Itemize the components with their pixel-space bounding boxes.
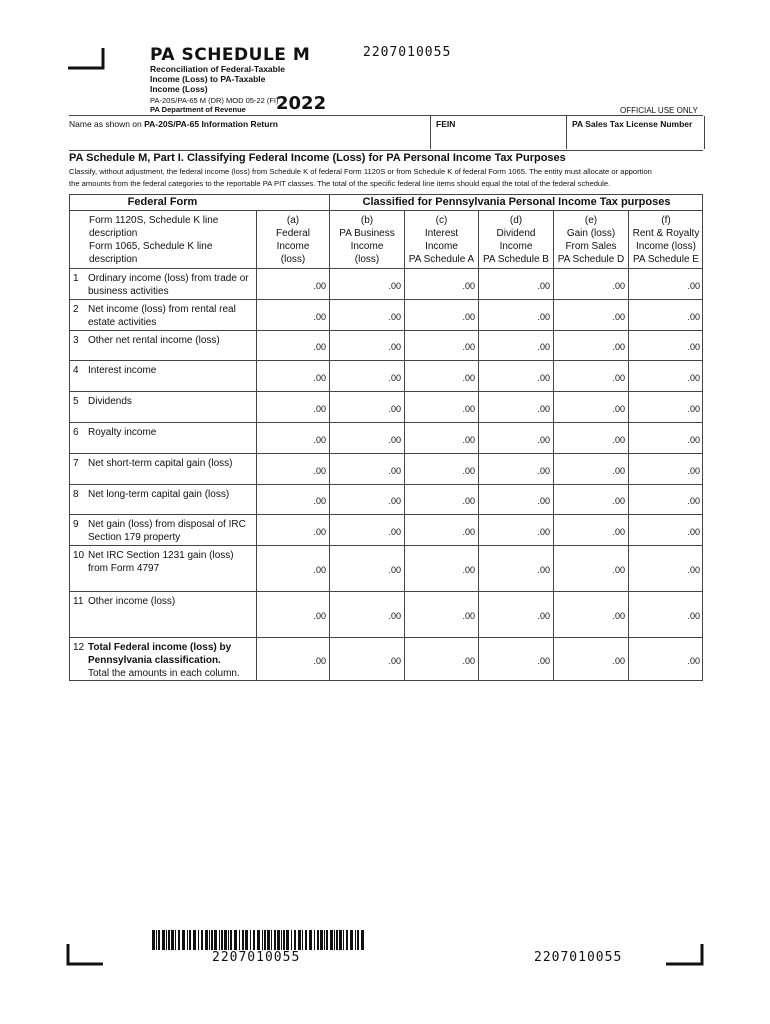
row-label <box>73 272 255 298</box>
row-number: 6 <box>73 427 79 438</box>
row-description: Net long-term capital gain (loss) <box>88 489 230 500</box>
column-header-2 <box>329 210 404 268</box>
barcode-bar <box>286 930 289 950</box>
barcode-bar <box>166 930 167 950</box>
column-header-line: Gain (loss) <box>566 228 616 239</box>
column-header-line: Dividend <box>496 228 536 239</box>
column-header-4 <box>478 210 553 268</box>
amount-field[interactable]: .00 <box>462 342 475 352</box>
barcode-bar <box>228 930 229 950</box>
column-header-line: Income <box>499 241 533 252</box>
amount-field[interactable]: .00 <box>313 435 326 445</box>
barcode-bar <box>245 930 248 950</box>
row-label <box>73 303 255 329</box>
amount-field[interactable]: .00 <box>687 342 700 352</box>
barcode-bar <box>361 930 364 950</box>
amount-field[interactable]: .00 <box>687 656 700 666</box>
fein-field[interactable] <box>430 116 566 149</box>
barcode-bar <box>242 930 244 950</box>
column-letter: (d) <box>509 215 523 226</box>
amount-field[interactable]: .00 <box>687 312 700 322</box>
row-description: Royalty income <box>88 427 157 438</box>
row-label <box>73 395 255 408</box>
amount-field[interactable]: .00 <box>462 565 475 575</box>
amount-field[interactable]: .00 <box>313 466 326 476</box>
row-label <box>73 595 255 608</box>
amount-field[interactable]: .00 <box>612 373 625 383</box>
column-header-line: From Sales <box>565 241 617 252</box>
amount-field[interactable]: .00 <box>313 312 326 322</box>
amount-field[interactable]: .00 <box>462 611 475 621</box>
column-header-line: PA Schedule A <box>408 254 475 265</box>
amount-field[interactable]: .00 <box>612 527 625 537</box>
barcode-bar <box>283 930 285 950</box>
column-header-line: PA Schedule E <box>633 254 699 265</box>
amount-field[interactable]: .00 <box>612 611 625 621</box>
column-letter: (f) <box>661 215 671 226</box>
column-divider <box>478 210 479 681</box>
barcode-bar <box>314 930 315 950</box>
column-letter: (e) <box>584 215 598 226</box>
barcode-bar <box>193 930 196 950</box>
barcode-bar <box>178 930 180 950</box>
column-divider <box>404 210 405 681</box>
amount-field[interactable]: .00 <box>612 342 625 352</box>
column-header-1 <box>256 210 329 268</box>
barcode-bar <box>182 930 185 950</box>
amount-field[interactable]: .00 <box>462 496 475 506</box>
barcode-bar <box>156 930 157 950</box>
row-number: 3 <box>73 335 79 346</box>
column-header-line: Interest <box>424 228 459 239</box>
federal-form-header: Federal Form <box>127 196 198 208</box>
row-description: Interest income <box>88 365 157 376</box>
amount-field[interactable]: .00 <box>388 565 401 575</box>
barcode-bar <box>158 930 160 950</box>
barcode-bar <box>309 930 312 950</box>
form-number-bottom-right: 2207010055 <box>534 950 623 965</box>
amount-field[interactable]: .00 <box>388 611 401 621</box>
amount-field[interactable]: .00 <box>537 373 550 383</box>
amount-field[interactable]: .00 <box>388 312 401 322</box>
amount-field[interactable]: .00 <box>612 281 625 291</box>
column-letter: (c) <box>435 215 448 226</box>
amount-field[interactable]: .00 <box>462 527 475 537</box>
row-label <box>73 426 255 439</box>
column-header-6 <box>628 210 703 268</box>
barcode-bar <box>350 930 353 950</box>
column-header-line: Income <box>425 241 458 252</box>
row-number: 10 <box>73 550 85 561</box>
barcode-bar <box>355 930 356 950</box>
fein-label: FEIN <box>436 119 456 129</box>
barcode-bar <box>187 930 188 950</box>
column-header-line: Income (loss) <box>635 241 696 252</box>
name-label: Name as shown on PA-20S/PA-65 Information Return <box>69 119 278 129</box>
row-description: Net short-term capital gain (loss) <box>88 458 233 469</box>
barcode-bar <box>324 930 325 950</box>
amount-field[interactable]: .00 <box>612 565 625 575</box>
barcode-bar <box>262 930 263 950</box>
registration-mark-bottom-right <box>664 942 704 968</box>
row-number: 8 <box>73 489 79 500</box>
amount-field[interactable]: .00 <box>462 466 475 476</box>
amount-field[interactable]: .00 <box>462 435 475 445</box>
column-divider <box>329 210 330 681</box>
amount-field[interactable]: .00 <box>462 281 475 291</box>
row-number: 7 <box>73 458 79 469</box>
amount-field[interactable]: .00 <box>537 342 550 352</box>
barcode-bar <box>253 930 255 950</box>
form-id: PA-20S/PA-65 M (DR) MOD 05-22 (FI) <box>150 96 279 105</box>
barcode-bar <box>175 930 176 950</box>
amount-field[interactable]: .00 <box>612 496 625 506</box>
row-description: Net income (loss) from rental real estate activities <box>88 304 236 328</box>
barcode-bar <box>257 930 260 950</box>
barcode-bar <box>264 930 266 950</box>
row-description: Total Federal income (loss) by Pennsylvania classification. Total the amounts in each column. <box>88 641 254 680</box>
amount-field[interactable]: .00 <box>537 312 550 322</box>
page-title: PA SCHEDULE M <box>150 45 311 65</box>
amount-field[interactable]: .00 <box>313 496 326 506</box>
row-label <box>73 549 255 575</box>
barcode-bar <box>171 930 174 950</box>
amount-field[interactable]: .00 <box>313 611 326 621</box>
row-number: 1 <box>73 273 79 284</box>
amount-field[interactable]: .00 <box>388 466 401 476</box>
amount-field[interactable]: .00 <box>313 281 326 291</box>
amount-field[interactable]: .00 <box>313 527 326 537</box>
row-label <box>73 488 255 501</box>
barcode-bar <box>189 930 191 950</box>
amount-field[interactable]: .00 <box>388 373 401 383</box>
row-number: 5 <box>73 396 79 407</box>
amount-field[interactable]: .00 <box>537 404 550 414</box>
row-description: Net gain (loss) from disposal of IRC Section 179 property <box>88 519 246 543</box>
row-number: 9 <box>73 519 79 530</box>
amount-field[interactable]: .00 <box>462 404 475 414</box>
amount-field[interactable]: .00 <box>687 496 700 506</box>
amount-field[interactable]: .00 <box>462 373 475 383</box>
row-label <box>73 364 255 377</box>
column-header-line: (loss) <box>280 254 306 265</box>
column-header-line: PA Schedule B <box>483 254 549 265</box>
registration-mark-bottom-left <box>66 942 106 968</box>
amount-field[interactable]: .00 <box>537 281 550 291</box>
amount-field[interactable]: .00 <box>612 435 625 445</box>
column-header-line: Federal <box>276 228 310 239</box>
barcode-bar <box>317 930 319 950</box>
amount-field[interactable]: .00 <box>687 281 700 291</box>
row-number: 12 <box>73 642 85 653</box>
barcode-bar <box>219 930 220 950</box>
amount-field[interactable]: .00 <box>687 565 700 575</box>
amount-field[interactable]: .00 <box>537 656 550 666</box>
amount-field[interactable]: .00 <box>537 611 550 621</box>
amount-field[interactable]: .00 <box>687 435 700 445</box>
column-divider <box>553 210 554 681</box>
barcode-bar <box>277 930 280 950</box>
barcode-bar <box>294 930 296 950</box>
name-field[interactable] <box>69 116 425 149</box>
barcode-bar <box>339 930 342 950</box>
amount-field[interactable]: .00 <box>687 373 700 383</box>
form-subtitle: Reconciliation of Federal-Taxable Income (Loss) to PA-Taxable Income (Loss) <box>150 64 285 94</box>
barcode-bar <box>239 930 240 950</box>
barcode-bar <box>168 930 170 950</box>
row-number: 11 <box>73 596 84 607</box>
barcode-bar <box>336 930 338 950</box>
barcode-bar <box>234 930 237 950</box>
amount-field[interactable]: .00 <box>537 527 550 537</box>
description-header: Form 1120S, Schedule K line description Form 1065, Schedule K line description <box>89 215 219 265</box>
barcode-bar <box>201 930 203 950</box>
row-description: Net IRC Section 1231 gain (loss) from Form 4797 <box>88 550 234 574</box>
amount-field[interactable]: .00 <box>612 404 625 414</box>
amount-field[interactable]: .00 <box>313 656 326 666</box>
amount-field[interactable]: .00 <box>388 281 401 291</box>
amount-field[interactable]: .00 <box>537 466 550 476</box>
row-description: Other net rental income (loss) <box>88 335 220 346</box>
barcode-bar <box>211 930 213 950</box>
row-label <box>73 641 255 680</box>
barcode-bar <box>250 930 251 950</box>
column-header-line: Income <box>350 241 384 252</box>
column-header-5 <box>553 210 628 268</box>
row-description: Other income (loss) <box>88 596 176 607</box>
amount-field[interactable]: .00 <box>388 435 401 445</box>
registration-mark-top-left <box>66 46 106 72</box>
barcode-bar <box>291 930 292 950</box>
amount-field[interactable]: .00 <box>313 565 326 575</box>
column-header-line: (loss) <box>354 254 380 265</box>
column-letter: (b) <box>360 215 374 226</box>
row-number: 2 <box>73 304 79 315</box>
amount-field[interactable]: .00 <box>612 656 625 666</box>
barcode-bar <box>302 930 303 950</box>
amount-field[interactable]: .00 <box>687 466 700 476</box>
barcode-number: 2207010055 <box>212 950 301 965</box>
amount-field[interactable]: .00 <box>313 404 326 414</box>
barcode-bar <box>298 930 301 950</box>
column-divider <box>256 210 257 681</box>
row-label <box>73 334 255 347</box>
form-number-top: 2207010055 <box>363 45 452 60</box>
row-number: 4 <box>73 365 79 376</box>
barcode-bar <box>320 930 323 950</box>
barcode-bar <box>281 930 282 950</box>
amount-field[interactable]: .00 <box>537 435 550 445</box>
column-header-line: PA Schedule D <box>557 254 625 265</box>
part-title: PA Schedule M, Part I. Classifying Federal Income (Loss) for PA Personal Income Tax Purposes <box>69 152 566 164</box>
column-letter: (a) <box>286 215 300 226</box>
barcode-bar <box>267 930 270 950</box>
department-name: PA Department of Revenue <box>150 105 246 114</box>
barcode-bar <box>343 930 344 950</box>
amount-field[interactable]: .00 <box>388 656 401 666</box>
classified-header: Classified for Pennsylvania Personal Income Tax purposes <box>362 196 671 208</box>
row-description: Ordinary income (loss) from trade or business activities <box>88 273 249 297</box>
column-header-3 <box>404 210 478 268</box>
column-header-line: PA Business <box>339 228 395 239</box>
row-note: Total the amounts in each column. <box>88 668 240 679</box>
amount-field[interactable]: .00 <box>537 565 550 575</box>
amount-field[interactable]: .00 <box>388 496 401 506</box>
column-divider <box>628 210 629 681</box>
barcode-bar <box>152 930 155 950</box>
barcode-bar <box>346 930 348 950</box>
header-divider-vertical <box>329 194 330 210</box>
amount-field[interactable]: .00 <box>388 404 401 414</box>
amount-field[interactable]: .00 <box>388 342 401 352</box>
barcode-bar <box>305 930 307 950</box>
instructions: Classify, without adjustment, the federal income (loss) from Schedule K of federal Form 1120S or from Schedule K of federal Form 1065. The entity must allocate or apportion the amounts from the federal categories to the reportable PA PIT classes. The total of the specific federal line items should equal the total of the federal schedule. <box>69 167 652 188</box>
amount-field[interactable]: .00 <box>687 611 700 621</box>
amount-field[interactable]: .00 <box>612 466 625 476</box>
barcode-bar <box>198 930 199 950</box>
barcode <box>152 930 364 950</box>
sales-tax-license-field[interactable] <box>566 116 705 149</box>
license-label: PA Sales Tax License Number <box>572 119 693 129</box>
barcode-bar <box>162 930 165 950</box>
amount-field[interactable]: .00 <box>537 496 550 506</box>
amount-field[interactable]: .00 <box>687 404 700 414</box>
barcode-bar <box>357 930 359 950</box>
row-label <box>73 518 255 544</box>
barcode-bar <box>209 930 210 950</box>
row-description: Dividends <box>88 396 132 407</box>
amount-field[interactable]: .00 <box>313 342 326 352</box>
column-header-line: Rent & Royalty <box>632 228 700 239</box>
barcode-bar <box>330 930 333 950</box>
row-label <box>73 457 255 470</box>
barcode-bar <box>326 930 328 950</box>
barcode-bar <box>214 930 217 950</box>
amount-field[interactable]: .00 <box>313 373 326 383</box>
barcode-bar <box>271 930 272 950</box>
barcode-bar <box>205 930 208 950</box>
barcode-bar <box>224 930 227 950</box>
column-header-line: Income <box>276 241 310 252</box>
barcode-bar <box>230 930 232 950</box>
barcode-bar <box>334 930 335 950</box>
amount-field[interactable]: .00 <box>462 312 475 322</box>
amount-field[interactable]: .00 <box>462 656 475 666</box>
tax-year: 2022 <box>276 93 327 114</box>
barcode-bar <box>274 930 276 950</box>
amount-field[interactable]: .00 <box>687 527 700 537</box>
amount-field[interactable]: .00 <box>388 527 401 537</box>
barcode-bar <box>221 930 223 950</box>
amount-field[interactable]: .00 <box>612 312 625 322</box>
official-use-label: OFFICIAL USE ONLY <box>620 106 698 115</box>
